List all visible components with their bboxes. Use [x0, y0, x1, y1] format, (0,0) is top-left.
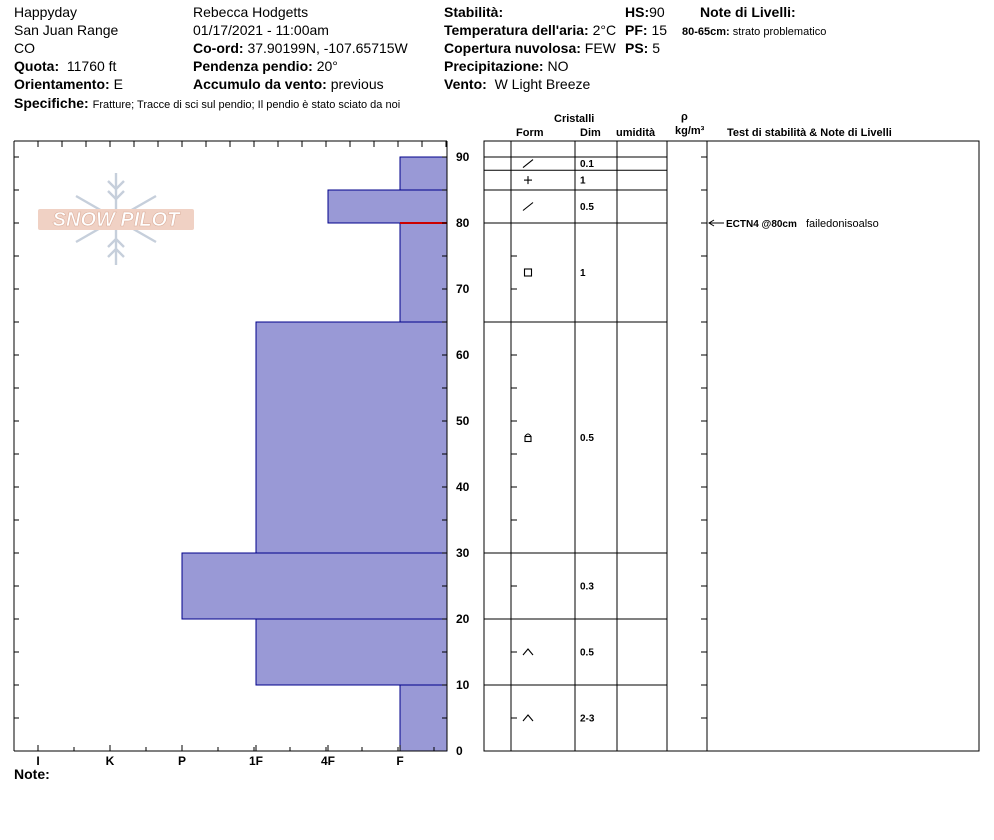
crystal-table-frame	[484, 141, 979, 751]
ps-label: PS:	[625, 40, 649, 56]
precip-label: Precipitazione:	[444, 58, 544, 74]
layer-note-text: strato problematico	[732, 26, 827, 38]
state: CO	[14, 40, 35, 56]
crystal-decomposing-icon	[523, 160, 533, 168]
pf-label: PF:	[625, 22, 648, 38]
crystal-size-label: 0.5	[580, 647, 594, 659]
coord-label: Co-ord:	[193, 40, 244, 56]
hardness-bar	[182, 553, 447, 619]
x-tick-label: K	[105, 754, 115, 768]
y-tick-label: 30	[456, 546, 470, 560]
snowpilot-logo	[38, 173, 194, 265]
x-tick-label: 4F	[320, 754, 336, 768]
aspect-value: E	[113, 76, 123, 92]
precip-value: NO	[547, 58, 569, 74]
sky-label: Copertura nuvolosa:	[444, 40, 581, 56]
y-tick-label: 90	[456, 150, 470, 164]
layer-note-range: 80-65cm:	[682, 26, 730, 38]
form-header: Form	[516, 127, 544, 139]
coord-value: 37.90199N, -107.65715W	[247, 40, 408, 56]
test-result: ECTN4 @80cm	[726, 219, 797, 230]
y-tick-label: 60	[456, 348, 470, 362]
logo-text: SNOW PILOT	[52, 209, 180, 231]
slope-value: 20°	[316, 58, 338, 74]
y-tick-label: 70	[456, 282, 470, 296]
hardness-bar	[400, 685, 447, 751]
density-unit-header: kg/m³	[675, 125, 705, 137]
hs-label: HS:	[625, 4, 650, 20]
crystal-size-label: 0.3	[580, 581, 594, 593]
y-tick-label: 50	[456, 414, 470, 428]
size-header: Dim	[580, 127, 601, 139]
mountain-range: San Juan Range	[14, 22, 119, 38]
aspect-label: Orientamento:	[14, 76, 110, 92]
ps-value: 5	[652, 40, 661, 56]
x-tick-label: F	[396, 754, 404, 768]
crystal-rounding-faceted-icon	[525, 434, 531, 442]
crystal-faceted-icon	[525, 269, 532, 276]
crystal-size-label: 1	[580, 268, 586, 279]
stability-label: Stabilità:	[444, 4, 504, 20]
hardness-bar	[400, 223, 447, 322]
specifics-value: Fratture; Tracce di sci sul pendio; Il pendio è stato sciato da noi	[92, 99, 401, 111]
rho-header: ρ	[681, 111, 688, 123]
y-tick-label: 10	[456, 678, 470, 692]
y-tick-label: 0	[456, 744, 463, 758]
crystal-size-label: 0.5	[580, 433, 594, 444]
crystal-depth-hoar-icon	[523, 715, 533, 721]
air-temp-value: 2°C	[592, 22, 617, 38]
hardness-bar	[256, 619, 447, 685]
tests-header: Test di stabilità & Note di Livelli	[727, 127, 892, 139]
x-tick-label: I	[36, 754, 40, 768]
elevation-value: 11760 ft	[66, 58, 117, 74]
crystal-size-label: 0.5	[580, 202, 594, 213]
air-temp-label: Temperatura dell'aria:	[444, 22, 589, 38]
hardness-bar	[256, 322, 447, 553]
notes-label: Note:	[14, 766, 50, 782]
wind-label: Vento:	[444, 76, 487, 92]
test-note: failedonisoalso	[806, 218, 879, 230]
hardness-bar	[400, 157, 447, 190]
hs-value: 90	[649, 4, 665, 20]
location-name: Happyday	[14, 4, 78, 20]
x-tick-label: P	[177, 754, 187, 768]
crystal-size-label: 0.1	[580, 159, 594, 171]
wind-loading-label: Accumulo da vento:	[193, 76, 327, 92]
observer-name: Rebecca Hodgetts	[193, 4, 309, 20]
y-tick-label: 20	[456, 612, 470, 626]
x-tick-label: 1F	[248, 754, 264, 768]
crystal-size-label: 2-3	[580, 713, 595, 725]
specifics-label: Specifiche:	[14, 95, 89, 111]
pf-value: 15	[651, 22, 668, 38]
slope-label: Pendenza pendio:	[193, 58, 313, 74]
observation-datetime: 01/17/2021 - 11:00am	[193, 22, 329, 38]
crystal-size-label: 1	[580, 175, 586, 187]
sky-value: FEW	[584, 40, 616, 56]
crystals-header: Cristalli	[554, 113, 595, 125]
hardness-bar	[328, 190, 447, 223]
wind-value: W Light Breeze	[494, 76, 591, 92]
crystal-precipitation-icon	[524, 176, 532, 184]
y-tick-label: 40	[456, 480, 470, 494]
wind-loading-value: previous	[330, 76, 384, 92]
y-tick-label: 80	[456, 216, 470, 230]
crystal-decomposing-icon	[523, 203, 533, 211]
moisture-header: umidità	[616, 127, 656, 139]
elevation-label: Quota:	[14, 58, 60, 74]
crystal-depth-hoar-icon	[523, 649, 533, 655]
layer-notes-label: Note di Livelli:	[700, 4, 796, 20]
